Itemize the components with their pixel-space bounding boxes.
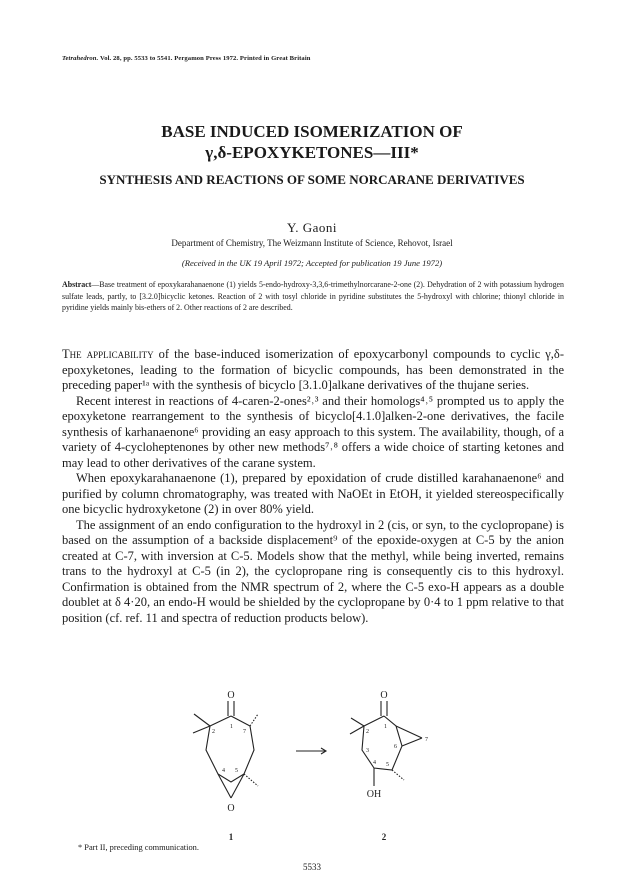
compound-2-structure: [350, 690, 428, 842]
compound-2-label: 2: [381, 832, 387, 842]
compound-2-atom-number: 3: [366, 748, 369, 754]
reaction-scheme: [150, 688, 470, 843]
journal-header: [62, 55, 311, 62]
paragraph-3: When epoxykarahanaenone (1), prepared by epoxidation of crude distilled karahanaenone⁶ and purified by column chromatography, was treated with NaOEt in EtOH, it yielded stereospecifically one bicyclic hydroxyketone (2) in over 80% yield.: [62, 471, 564, 516]
affiliation: Department of Chemistry, The Weizmann Institute of Science, Rehovot, Israel: [171, 238, 453, 248]
compound-2-atom-number: 6: [394, 744, 397, 750]
paragraph-1-text: of the base-induced isomerization of epoxycarbonyl compounds to cyclic γ,δ-epoxyketones, leading to the formation of bicyclic compounds, has been demonstrated in the preceding paper¹ᵃ with the synthesis of bicyclo [3.1.0]alkane derivatives of the thujane series.: [62, 347, 564, 392]
paragraph-1-lead: The applicability: [62, 347, 154, 361]
compound-2-atom-number: 4: [373, 760, 376, 766]
paper-subtitle: SYNTHESIS AND REACTIONS OF SOME NORCARANE DERIVATIVES: [99, 172, 525, 187]
compound-2-atom-number: 2: [366, 729, 369, 735]
journal-details: Vol. 28, pp. 5533 to 5541. Pergamon Press 1972. Printed in Great Britain: [99, 55, 311, 62]
compound-2-atom-number: 7: [425, 737, 428, 743]
body-text: [62, 347, 564, 626]
title-line-2: γ,δ-EPOXYKETONES—III*: [205, 143, 419, 162]
compound-1-structure: [193, 690, 258, 842]
compound-1-label: 1: [228, 832, 234, 842]
compound-1-atom-number: 2: [212, 729, 215, 735]
abstract: [62, 279, 564, 314]
paragraph-1: [62, 347, 564, 394]
compound-1-oxygen-bottom: O: [227, 803, 235, 814]
received-dates: (Received in the UK 19 April 1972; Accepted for publication 19 June 1972): [181, 258, 443, 268]
page-number: 5533: [303, 862, 321, 872]
paragraph-4: The assignment of an endo configuration to the hydroxyl in 2 (cis, or syn, to the cyclopropane) is based on the assumption of a backside displacement⁹ of the epoxide-oxygen at C-5 by the anion created at C-7, with inversion at C-5. Models show that the methyl, while being inverted, remains trans to the hydroxyl at C-5 (in 2), the cyclopropane ring is consequently cis to this hydroxyl. Confirmation is obtained from the NMR spectrum of 2, where the C-5 exo-H appears as a double doublet at δ 4·20, an endo-H would be shielded by the cyclopropane by 0·4 to 1 ppm relative to that position (cf. ref. 11 and spectra of reduction products below).: [62, 517, 564, 625]
author: Y. Gaoni: [287, 220, 337, 235]
journal-name: Tetrahedron.: [62, 55, 99, 62]
title-line-1: BASE INDUCED ISOMERIZATION OF: [161, 122, 463, 141]
abstract-text: —Base treatment of epoxykarahanaenone (1) yields 5-endo-hydroxy-3,3,6-trimethylnorcarane-2-one (2). Dehydration of 2 with potassium hydrogen sulfate leads, partly, to [3.2.0]bicyclic ketones. Reaction of 2 with tosyl chloride in pyridine substitutes the 5-hydroxyl with chlorine; thionyl chloride in pyridine yields mainly bis-ethers of 2. Other reactions of 2 are described.: [62, 280, 564, 313]
compound-1-atom-number: 7: [243, 729, 246, 735]
compound-1-atom-number: 5: [235, 768, 238, 774]
compound-1-atom-number: 1: [230, 724, 233, 730]
paragraph-2: Recent interest in reactions of 4-caren-2-ones²˒³ and their homologs⁴˒⁵ prompted us to apply the epoxyketone rearrangement to the synthesis of bicyclo[4.1.0]alken-2-one derivatives, the facile synthesis of karhanaenone⁶ providing an easy approach to this system. The availability, though, of a variety of 4-cycloheptenones by other new methods⁷˒⁸ offers a wide choice of starting ketones and may lead to other derivatives of the carane system.: [62, 393, 564, 470]
compound-1-oxygen-top: O: [227, 690, 235, 701]
compound-1-atom-number: 4: [222, 768, 225, 774]
footnote: * Part II, preceding communication.: [78, 843, 199, 852]
abstract-label: Abstract: [62, 280, 92, 289]
compound-2-hydroxyl: OH: [366, 789, 382, 800]
paper-title: [0, 121, 624, 163]
compound-2-atom-number: 1: [384, 724, 387, 730]
compound-2-atom-number: 5: [386, 762, 389, 768]
reaction-arrow: [296, 748, 326, 754]
compound-2-oxygen-top: O: [380, 690, 388, 701]
